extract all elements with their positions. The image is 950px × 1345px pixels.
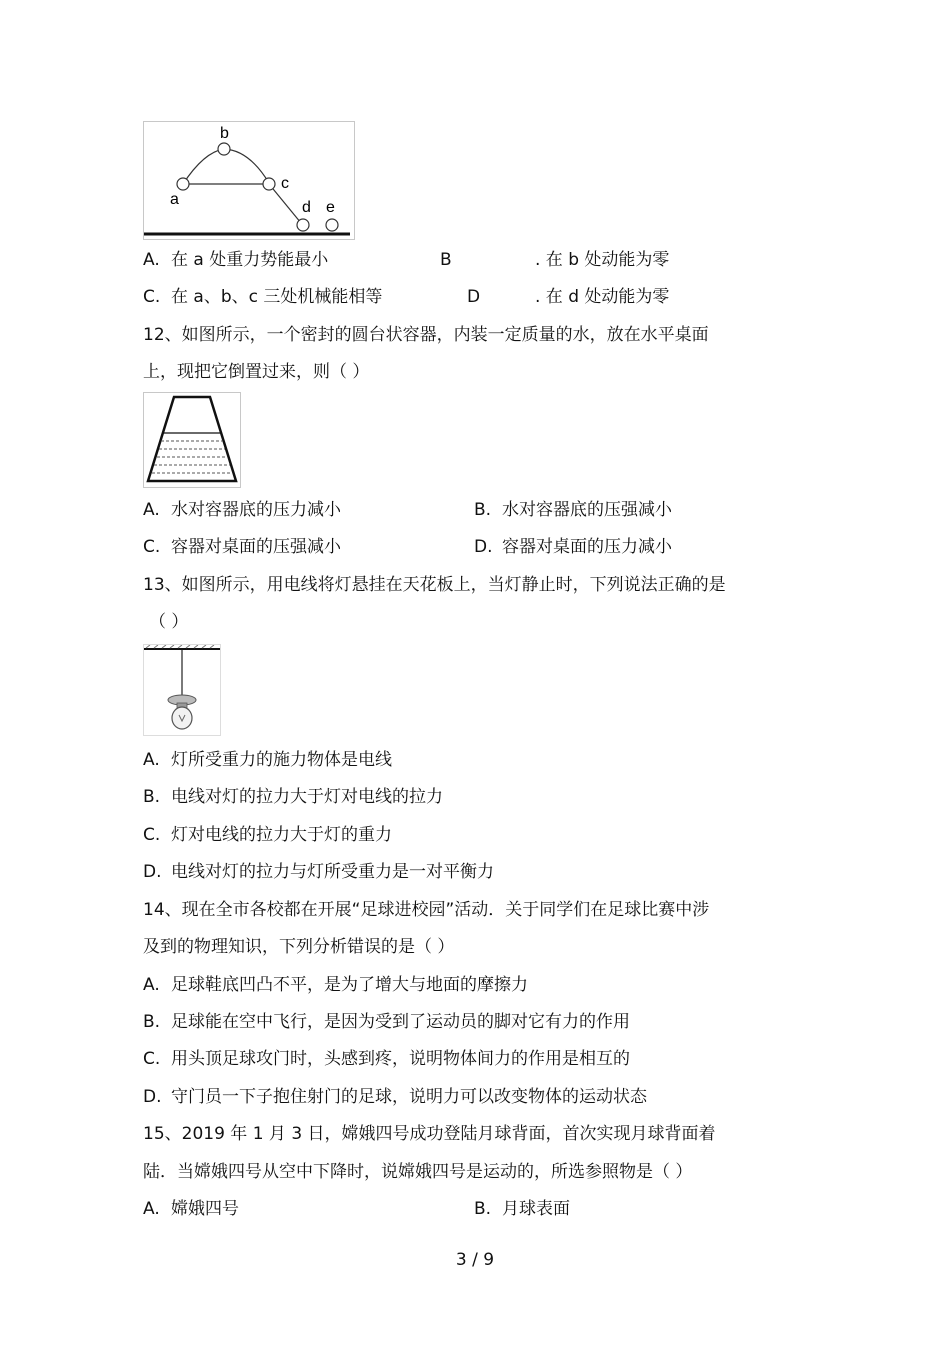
label-b: b: [220, 125, 229, 142]
q11-option-c: C. 在 a、b、c 三处机械能相等: [143, 287, 383, 307]
q13-option-a: A. 灯所受重力的施力物体是电线: [143, 750, 392, 770]
q11-option-a: A. 在 a 处重力势能最小: [143, 250, 329, 270]
label-c: c: [281, 175, 289, 192]
q14-stem-line1: 14、现在全市各校都在开展“足球进校园”活动．关于同学们在足球比赛中涉: [143, 900, 710, 920]
q12-stem-line1: 12、如图所示，一个密封的圆台状容器，内装一定质量的水，放在水平桌面: [143, 325, 709, 345]
q12-option-c: C. 容器对桌面的压强减小: [143, 537, 341, 557]
label-a: a: [170, 191, 179, 208]
page-number: 3 / 9: [455, 1250, 495, 1270]
q12-option-a: A. 水对容器底的压力减小: [143, 500, 341, 520]
q14-stem-line2: 及到的物理知识，下列分析错误的是（ ）: [143, 937, 455, 957]
q12-option-b: B. 水对容器底的压强减小: [474, 500, 672, 520]
label-d: d: [302, 199, 311, 216]
q12-stem-line2: 上，现把它倒置过来，则（ ）: [143, 362, 370, 382]
q13-stem-line1: 13、如图所示，用电线将灯悬挂在天花板上，当灯静止时，下列说法正确的是: [143, 575, 726, 595]
trajectory-figure: [143, 121, 355, 240]
q15-stem-line1: 15、2019 年 1 月 3 日，嫦娥四号成功登陆月球背面，首次实现月球背面着: [143, 1124, 716, 1144]
q14-option-d: D. 守门员一下子抱住射门的足球，说明力可以改变物体的运动状态: [143, 1087, 647, 1107]
label-e: e: [326, 199, 335, 216]
q15-stem-line2: 陆．当嫦娥四号从空中下降时，说嫦娥四号是运动的，所选参照物是（ ）: [143, 1162, 693, 1182]
q12-option-d: D. 容器对桌面的压力减小: [474, 537, 672, 557]
container-figure: [143, 392, 241, 488]
q13-option-d: D. 电线对灯的拉力与灯所受重力是一对平衡力: [143, 862, 494, 882]
q11-option-d: D . 在 d 处动能为零: [467, 287, 670, 307]
q11-option-b: B . 在 b 处动能为零: [440, 250, 670, 270]
q13-option-b: B. 电线对灯的拉力大于灯对电线的拉力: [143, 787, 443, 807]
q15-option-b: B. 月球表面: [474, 1199, 570, 1219]
q13-stem-line2: （ ）: [149, 612, 189, 632]
q14-option-a: A. 足球鞋底凹凸不平，是为了增大与地面的摩擦力: [143, 975, 528, 995]
q14-option-c: C. 用头顶足球攻门时，头感到疼，说明物体间力的作用是相互的: [143, 1049, 630, 1069]
q13-option-c: C. 灯对电线的拉力大于灯的重力: [143, 825, 392, 845]
hanging-lamp-figure: [143, 644, 221, 736]
q14-option-b: B. 足球能在空中飞行，是因为受到了运动员的脚对它有力的作用: [143, 1012, 630, 1032]
q15-option-a: A. 嫦娥四号: [143, 1199, 239, 1219]
